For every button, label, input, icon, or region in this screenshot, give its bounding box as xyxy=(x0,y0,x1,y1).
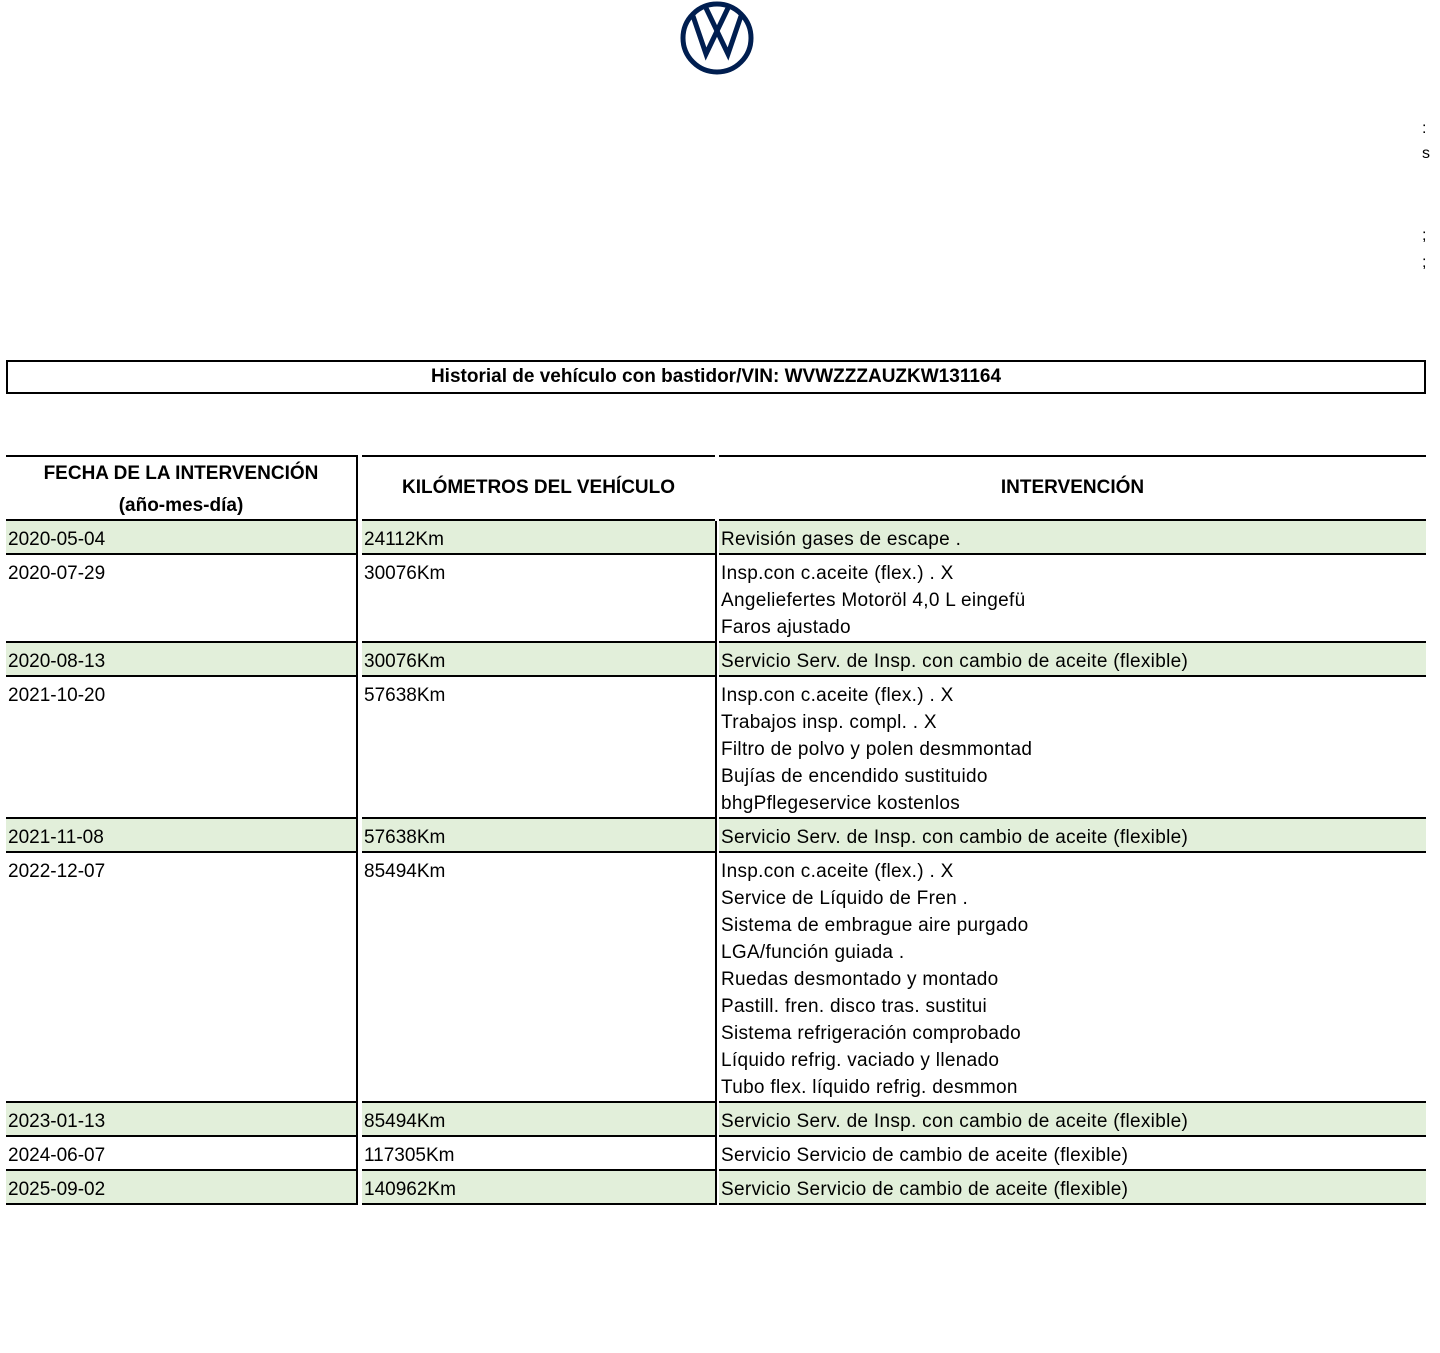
row-interventions xyxy=(719,677,1426,819)
table-row xyxy=(6,521,1426,555)
table-row xyxy=(6,819,1426,853)
table-header xyxy=(6,455,1426,521)
row-interventions xyxy=(719,1171,1426,1205)
row-date: 2021-10-20 xyxy=(6,677,358,819)
table-row xyxy=(6,677,1426,819)
intervention-item: Líquido refrig. vaciado y llenado xyxy=(721,1050,1000,1071)
clipped-text-fragment: ; xyxy=(1422,227,1427,244)
header-date xyxy=(6,455,358,521)
table-row xyxy=(6,1171,1426,1205)
intervention-item: Tubo flex. líquido refrig. desmmon xyxy=(721,1077,1018,1098)
vw-logo-icon xyxy=(679,0,755,76)
table-row xyxy=(6,555,1426,643)
header-km-label: KILÓMETROS DEL VEHÍCULO xyxy=(401,477,676,498)
row-date: 2021-11-08 xyxy=(6,819,358,853)
row-interventions xyxy=(719,555,1426,643)
row-km: 85494Km xyxy=(362,853,717,1103)
volkswagen-logo xyxy=(679,0,755,76)
service-history-table xyxy=(6,455,1426,1205)
header-intervention xyxy=(719,455,1426,521)
intervention-item: Pastill. fren. disco tras. sustitui xyxy=(721,996,988,1017)
intervention-item: Servicio Servicio de cambio de aceite (flexible) xyxy=(721,1145,1129,1166)
row-km: 140962Km xyxy=(362,1171,717,1205)
row-date: 2020-07-29 xyxy=(6,555,358,643)
row-date: 2020-05-04 xyxy=(6,521,358,555)
row-km: 30076Km xyxy=(362,643,717,677)
header-km xyxy=(362,455,715,521)
header-intervention-label: INTERVENCIÓN xyxy=(1000,477,1145,498)
row-date: 2022-12-07 xyxy=(6,853,358,1103)
row-interventions xyxy=(719,643,1426,677)
row-interventions xyxy=(719,853,1426,1103)
intervention-item: Insp.con c.aceite (flex.) . X xyxy=(721,861,954,882)
row-km: 57638Km xyxy=(362,819,717,853)
table-body xyxy=(6,521,1426,1205)
table-row xyxy=(6,1103,1426,1137)
clipped-text-fragment: ; xyxy=(1422,254,1427,271)
row-km: 85494Km xyxy=(362,1103,717,1137)
intervention-item: Ruedas desmontado y montado xyxy=(721,969,999,990)
intervention-item: Bujías de encendido sustituido xyxy=(721,766,988,787)
row-date: 2025-09-02 xyxy=(6,1171,358,1205)
clipped-text-fragment: : xyxy=(1422,120,1427,137)
intervention-item: Insp.con c.aceite (flex.) . X xyxy=(721,563,954,584)
header-date-format: (año-mes-día) xyxy=(118,495,244,516)
intervention-item: Revisión gases de escape . xyxy=(721,529,962,550)
row-date: 2020-08-13 xyxy=(6,643,358,677)
intervention-item: Service de Líquido de Fren . xyxy=(721,888,969,909)
intervention-item: Insp.con c.aceite (flex.) . X xyxy=(721,685,954,706)
row-km: 30076Km xyxy=(362,555,717,643)
intervention-item: Filtro de polvo y polen desmmontad xyxy=(721,739,1033,760)
intervention-item: Angeliefertes Motoröl 4,0 L eingefü xyxy=(721,590,1026,611)
vehicle-history-title: Historial de vehículo con bastidor/VIN: WVWZZZAUZKW131164 xyxy=(6,360,1426,394)
intervention-item: bhgPflegeservice kostenlos xyxy=(721,793,961,814)
row-km: 24112Km xyxy=(362,521,717,555)
intervention-item: LGA/función guiada . xyxy=(721,942,905,963)
intervention-item: Sistema refrigeración comprobado xyxy=(721,1023,1022,1044)
row-km: 57638Km xyxy=(362,677,717,819)
intervention-item: Trabajos insp. compl. . X xyxy=(721,712,937,733)
row-date: 2024-06-07 xyxy=(6,1137,358,1171)
intervention-item: Servicio Serv. de Insp. con cambio de aceite (flexible) xyxy=(721,827,1189,848)
header-date-label: FECHA DE LA INTERVENCIÓN xyxy=(43,463,319,484)
row-interventions xyxy=(719,521,1426,555)
intervention-item: Faros ajustado xyxy=(721,617,851,638)
intervention-item: Servicio Serv. de Insp. con cambio de aceite (flexible) xyxy=(721,1111,1189,1132)
row-interventions xyxy=(719,819,1426,853)
clipped-text-fragment: s xyxy=(1422,145,1430,162)
intervention-item: Servicio Servicio de cambio de aceite (flexible) xyxy=(721,1179,1129,1200)
row-date: 2023-01-13 xyxy=(6,1103,358,1137)
table-row xyxy=(6,643,1426,677)
row-interventions xyxy=(719,1137,1426,1171)
intervention-item: Sistema de embrague aire purgado xyxy=(721,915,1029,936)
row-km: 117305Km xyxy=(362,1137,717,1171)
row-interventions xyxy=(719,1103,1426,1137)
table-row xyxy=(6,853,1426,1103)
table-row xyxy=(6,1137,1426,1171)
intervention-item: Servicio Serv. de Insp. con cambio de aceite (flexible) xyxy=(721,651,1189,672)
